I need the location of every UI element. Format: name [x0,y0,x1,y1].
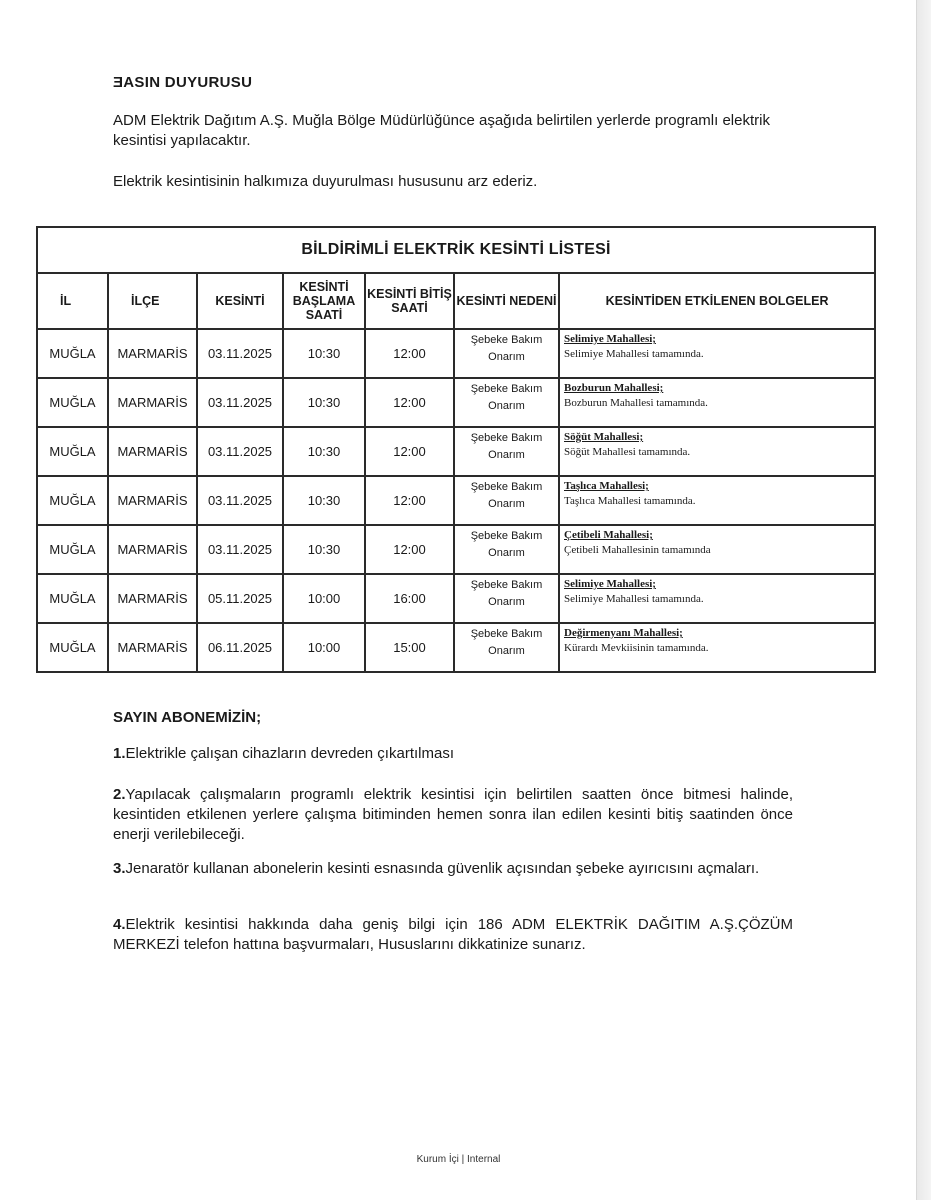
region-description: Bozburun Mahallesi tamamında. [564,397,708,409]
region-description: Çetibeli Mahallesinin tamamında [564,544,711,556]
region-description: Selimiye Mahallesi tamamında. [564,348,704,360]
cell-region [559,574,875,623]
notice-item [113,785,793,845]
cell-end: 12:00 [365,378,454,427]
table-body [37,329,875,672]
cell-region [559,476,875,525]
cell-start: 10:00 [283,574,365,623]
cell-end: 12:00 [365,476,454,525]
notices-title: SAYIN ABONEMİZİN; [113,709,262,726]
region-description: Söğüt Mahallesi tamamında. [564,446,691,458]
cell-date: 03.11.2025 [197,378,283,427]
cell-il: MUĞLA [37,623,108,672]
cell-start: 10:30 [283,476,365,525]
cell-cause: Şebeke Bakım Onarım [454,623,559,672]
cell-end: 12:00 [365,329,454,378]
region-description: Taşlıca Mahallesi tamamında. [564,495,696,507]
notice-text: Elektrikle çalışan cihazların devreden çıkartılması [125,745,454,762]
cell-region [559,623,875,672]
table-title: BİLDİRİMLİ ELEKTRİK KESİNTİ LİSTESİ [37,227,875,273]
header-end-time: KESİNTİ BİTİŞ SAATİ [365,273,454,329]
region-name: Taşlıca Mahallesi; [564,480,649,492]
notice-text: Elektrik kesintisi hakkında daha geniş bilgi için 186 ADM ELEKTRİK DAĞITIM A.Ş.ÇÖZÜM MERKEZİ telefon hattına başvurmaları, Hususlarını dikkatinize sunarız. [113,916,793,953]
notice-item [113,744,793,764]
cell-il: MUĞLA [37,427,108,476]
header-cause: KESİNTİ NEDENİ [454,273,559,329]
notice-item [113,859,793,879]
region-name: Bozburun Mahallesi; [564,382,664,394]
notice-text: Jenaratör kullanan abonelerin kesinti esnasında güvenlik açısından şebeke ayırıcısını açmaları. [125,860,760,877]
cell-start: 10:00 [283,623,365,672]
header-ilce: İLÇE [108,273,197,329]
cell-ilce: MARMARİS [108,329,197,378]
cell-ilce: MARMARİS [108,623,197,672]
cell-date: 03.11.2025 [197,476,283,525]
region-name: Değirmenyanı Mahallesi; [564,627,683,639]
cell-end: 16:00 [365,574,454,623]
notice-number: 4. [113,916,126,933]
table-row [37,476,875,525]
region-description: Selimiye Mahallesi tamamında. [564,593,704,605]
cell-region [559,378,875,427]
notice-item [113,915,793,955]
cell-start: 10:30 [283,427,365,476]
cell-start: 10:30 [283,525,365,574]
region-name: Çetibeli Mahallesi; [564,529,653,541]
cell-region [559,427,875,476]
footer-classification: Kurum İçi | Internal [416,1154,501,1165]
cell-date: 06.11.2025 [197,623,283,672]
cell-il: MUĞLA [37,476,108,525]
table-row [37,525,875,574]
cell-start: 10:30 [283,329,365,378]
region-name: Selimiye Mahallesi; [564,333,656,345]
cell-cause: Şebeke Bakım Onarım [454,574,559,623]
cell-ilce: MARMARİS [108,378,197,427]
table-row [37,329,875,378]
table-row [37,574,875,623]
region-name: Selimiye Mahallesi; [564,578,656,590]
header-kesinti: KESİNTİ [197,273,283,329]
cell-cause: Şebeke Bakım Onarım [454,329,559,378]
notice-number: 2. [113,786,126,803]
cell-ilce: MARMARİS [108,427,197,476]
table-row [37,427,875,476]
cell-start: 10:30 [283,378,365,427]
notice-number: 1. [113,745,126,762]
cell-date: 03.11.2025 [197,525,283,574]
intro-paragraph: ADM Elektrik Dağıtım A.Ş. Muğla Bölge Müdürlüğünce aşağıda belirtilen yerlerde programlı elektrik kesintisi yapılacaktır. [113,112,770,149]
cell-ilce: MARMARİS [108,476,197,525]
table-row [37,378,875,427]
outage-table-container [36,226,874,673]
cell-il: MUĞLA [37,329,108,378]
cell-date: 05.11.2025 [197,574,283,623]
cell-end: 12:00 [365,427,454,476]
header-start-time: KESİNTİ BAŞLAMA SAATİ [283,273,365,329]
cell-date: 03.11.2025 [197,427,283,476]
notice-text: Yapılacak çalışmaların programlı elektrik kesintisi için belirtilen saatten önce bitmesi halinde, kesintiden etkilenen yerlere çalışma bitiminden hemen sonra ilan edilen kesinti bitiş saatinden önce enerji verilebileceği. [113,786,793,843]
cell-il: MUĞLA [37,525,108,574]
cell-date: 03.11.2025 [197,329,283,378]
cell-cause: Şebeke Bakım Onarım [454,427,559,476]
cell-il: MUĞLA [37,378,108,427]
cell-region [559,525,875,574]
page-edge [916,0,931,1200]
table-row [37,623,875,672]
region-description: Kürardı Mevkiisinin tamamında. [564,642,709,654]
cell-cause: Şebeke Bakım Onarım [454,525,559,574]
header-il: İL [37,273,108,329]
outage-table [36,226,876,673]
cell-ilce: MARMARİS [108,525,197,574]
cell-region [559,329,875,378]
cell-ilce: MARMARİS [108,574,197,623]
notice-number: 3. [113,860,126,877]
cell-end: 12:00 [365,525,454,574]
region-name: Söğüt Mahallesi; [564,431,644,443]
cell-end: 15:00 [365,623,454,672]
intro-paragraph-2: Elektrik kesintisinin halkımıza duyurulması hususunu arz ederiz. [113,173,538,190]
cell-il: MUĞLA [37,574,108,623]
document-title: ƎASIN DUYURUSU [113,74,253,91]
cell-cause: Şebeke Bakım Onarım [454,476,559,525]
header-regions: KESİNTİDEN ETKİLENEN BOLGELER [559,273,875,329]
cell-cause: Şebeke Bakım Onarım [454,378,559,427]
